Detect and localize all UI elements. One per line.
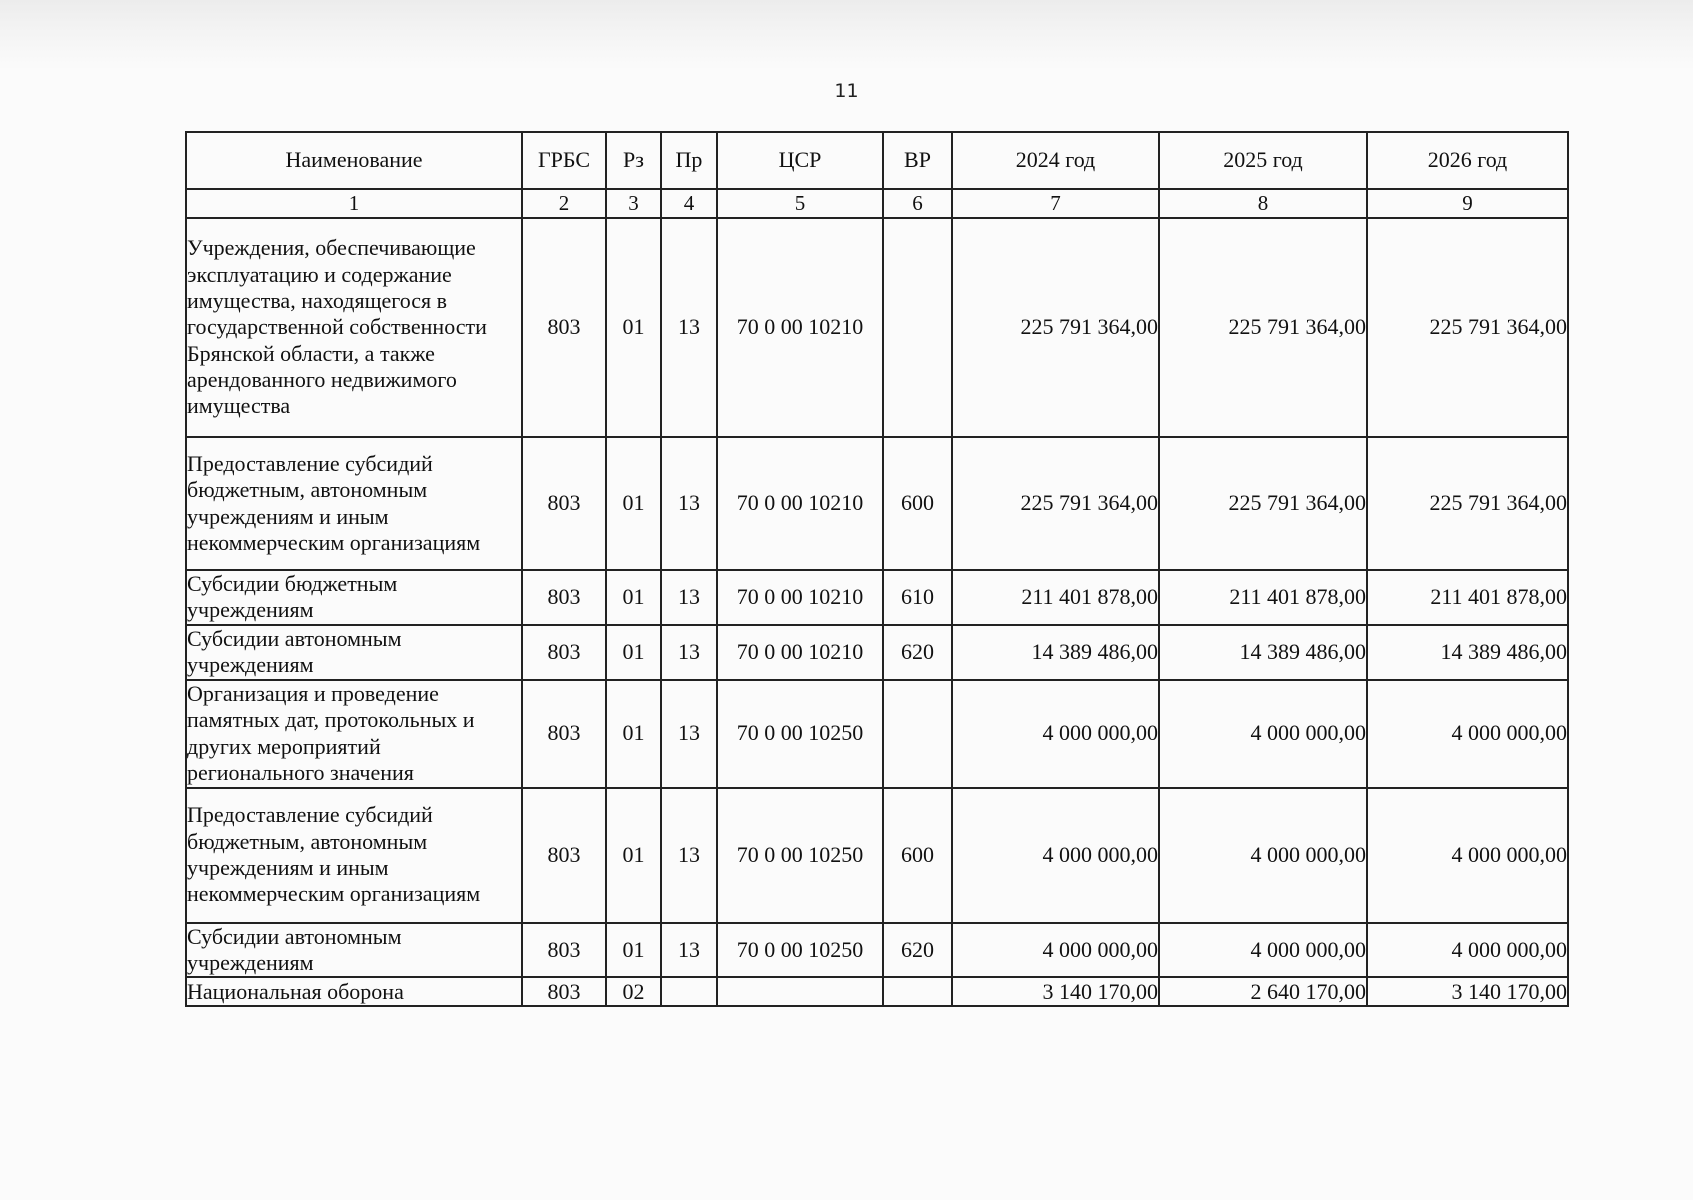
- row-rz: 01: [606, 570, 661, 625]
- column-number-cell: 6: [883, 189, 952, 218]
- row-csr: 70 0 00 10210: [717, 570, 883, 625]
- table-row: [186, 923, 1568, 978]
- row-grbs: 803: [522, 923, 606, 978]
- row-amount-2026: 4 000 000,00: [1367, 680, 1568, 788]
- column-number-cell: 8: [1159, 189, 1367, 218]
- row-name: Субсидии бюджетным учреждениям: [186, 570, 522, 625]
- header-cell: 2024 год: [952, 132, 1159, 189]
- row-pr: 13: [661, 788, 717, 923]
- header-cell: Рз: [606, 132, 661, 189]
- row-amount-2025: 4 000 000,00: [1159, 680, 1367, 788]
- table-row: [186, 977, 1568, 1006]
- row-csr: 70 0 00 10250: [717, 680, 883, 788]
- row-amount-2025: 225 791 364,00: [1159, 218, 1367, 437]
- header-cell: 2025 год: [1159, 132, 1367, 189]
- header-cell: ЦСР: [717, 132, 883, 189]
- row-rz: 01: [606, 923, 661, 978]
- row-vr: 610: [883, 570, 952, 625]
- header-cell: 2026 год: [1367, 132, 1568, 189]
- row-pr: 13: [661, 437, 717, 570]
- row-vr: [883, 680, 952, 788]
- row-pr: 13: [661, 218, 717, 437]
- row-grbs: 803: [522, 977, 606, 1006]
- row-pr: 13: [661, 680, 717, 788]
- row-amount-2024: 4 000 000,00: [952, 788, 1159, 923]
- row-name: Учреждения, обеспечивающие эксплуатацию и содержание имущества, находящегося в государственной собственности Брянской области, а также арендованного недвижимого имущества: [186, 218, 522, 437]
- row-amount-2026: 225 791 364,00: [1367, 437, 1568, 570]
- row-amount-2025: 211 401 878,00: [1159, 570, 1367, 625]
- row-csr: 70 0 00 10210: [717, 218, 883, 437]
- row-vr: 620: [883, 923, 952, 978]
- row-amount-2025: 14 389 486,00: [1159, 625, 1367, 680]
- table-row: [186, 218, 1568, 437]
- row-grbs: 803: [522, 788, 606, 923]
- row-amount-2025: 4 000 000,00: [1159, 923, 1367, 978]
- row-vr: [883, 218, 952, 437]
- row-rz: 02: [606, 977, 661, 1006]
- row-name: Предоставление субсидий бюджетным, автономным учреждениям и иным некоммерческим организациям: [186, 788, 522, 923]
- row-grbs: 803: [522, 680, 606, 788]
- row-grbs: 803: [522, 570, 606, 625]
- column-number-cell: 2: [522, 189, 606, 218]
- column-number-cell: 5: [717, 189, 883, 218]
- row-name: Субсидии автономным учреждениям: [186, 625, 522, 680]
- row-grbs: 803: [522, 437, 606, 570]
- row-pr: 13: [661, 570, 717, 625]
- row-rz: 01: [606, 788, 661, 923]
- column-number-cell: 7: [952, 189, 1159, 218]
- header-cell: Наименование: [186, 132, 522, 189]
- header-row: [186, 132, 1568, 189]
- table-row: [186, 680, 1568, 788]
- scan-shadow: [0, 0, 1693, 70]
- table-row: [186, 437, 1568, 570]
- row-amount-2026: 4 000 000,00: [1367, 788, 1568, 923]
- row-csr: 70 0 00 10250: [717, 923, 883, 978]
- row-amount-2025: 225 791 364,00: [1159, 437, 1367, 570]
- row-pr: 13: [661, 625, 717, 680]
- row-amount-2026: 225 791 364,00: [1367, 218, 1568, 437]
- row-amount-2026: 4 000 000,00: [1367, 923, 1568, 978]
- row-amount-2024: 4 000 000,00: [952, 923, 1159, 978]
- row-amount-2025: 4 000 000,00: [1159, 788, 1367, 923]
- row-pr: 13: [661, 923, 717, 978]
- column-number-cell: 4: [661, 189, 717, 218]
- row-amount-2026: 14 389 486,00: [1367, 625, 1568, 680]
- row-amount-2024: 211 401 878,00: [952, 570, 1159, 625]
- row-amount-2025: 2 640 170,00: [1159, 977, 1367, 1006]
- header-cell: ВР: [883, 132, 952, 189]
- row-amount-2026: 211 401 878,00: [1367, 570, 1568, 625]
- row-amount-2024: 225 791 364,00: [952, 218, 1159, 437]
- row-amount-2026: 3 140 170,00: [1367, 977, 1568, 1006]
- header-cell: ГРБС: [522, 132, 606, 189]
- column-number-cell: 1: [186, 189, 522, 218]
- row-amount-2024: 14 389 486,00: [952, 625, 1159, 680]
- row-csr: [717, 977, 883, 1006]
- column-number-cell: 3: [606, 189, 661, 218]
- row-amount-2024: 4 000 000,00: [952, 680, 1159, 788]
- budget-table: [185, 131, 1569, 1007]
- row-pr: [661, 977, 717, 1006]
- row-name: Организация и проведение памятных дат, протокольных и других мероприятий регионального значения: [186, 680, 522, 788]
- row-vr: 600: [883, 437, 952, 570]
- column-number-row: [186, 189, 1568, 218]
- table-row: [186, 625, 1568, 680]
- page-number: 11: [834, 80, 859, 102]
- row-vr: 600: [883, 788, 952, 923]
- row-rz: 01: [606, 680, 661, 788]
- header-cell: Пр: [661, 132, 717, 189]
- row-amount-2024: 225 791 364,00: [952, 437, 1159, 570]
- row-grbs: 803: [522, 625, 606, 680]
- row-rz: 01: [606, 437, 661, 570]
- row-amount-2024: 3 140 170,00: [952, 977, 1159, 1006]
- row-csr: 70 0 00 10210: [717, 625, 883, 680]
- row-csr: 70 0 00 10210: [717, 437, 883, 570]
- table-row: [186, 570, 1568, 625]
- row-rz: 01: [606, 218, 661, 437]
- row-rz: 01: [606, 625, 661, 680]
- row-name: Субсидии автономным учреждениям: [186, 923, 522, 978]
- row-vr: [883, 977, 952, 1006]
- row-csr: 70 0 00 10250: [717, 788, 883, 923]
- row-grbs: 803: [522, 218, 606, 437]
- table-row: [186, 788, 1568, 923]
- row-name: Национальная оборона: [186, 977, 522, 1006]
- row-vr: 620: [883, 625, 952, 680]
- column-number-cell: 9: [1367, 189, 1568, 218]
- row-name: Предоставление субсидий бюджетным, автономным учреждениям и иным некоммерческим организациям: [186, 437, 522, 570]
